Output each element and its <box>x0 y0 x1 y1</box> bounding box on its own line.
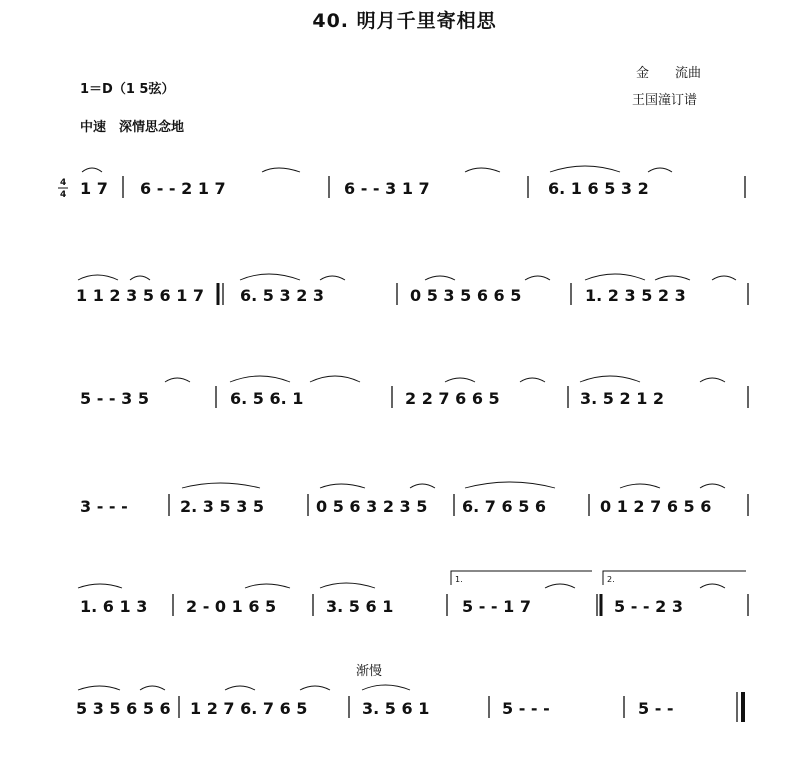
measure-6-5: 5 - - <box>638 699 674 718</box>
measure-6-3: 3. 5 6 1 <box>362 699 430 718</box>
tempo-marking: 中速 深情思念地 <box>80 120 185 135</box>
measure-2-1: 1 1 2 3 5 6 1 7 <box>76 286 205 305</box>
score-row-1 <box>80 179 649 198</box>
measure-1-2: 6 - - 2 1 7 <box>140 179 226 198</box>
measure-6-4: 5 - - - <box>502 699 550 718</box>
measure-3-4: 3. 5 2 1 2 <box>580 389 665 408</box>
measure-3-3: 2 2 7 6 6 5 <box>405 389 500 408</box>
measure-4-2: 2. 3 5 3 5 <box>180 497 265 516</box>
measure-2-2: 6. 5 3 2 3 <box>240 286 325 305</box>
measure-1-4: 6. 1 6 5 3 2 <box>548 179 649 198</box>
measure-2-4: 1. 2 3 5 2 3 <box>585 286 686 305</box>
time-signature-bottom: 4 <box>60 190 67 200</box>
score-row-5 <box>80 597 683 616</box>
measure-1-3: 6 - - 3 1 7 <box>344 179 430 198</box>
volta-brackets <box>451 571 746 585</box>
measure-4-4: 6. 7 6 5 6 <box>462 497 547 516</box>
composer-credit: 金 流曲 <box>636 66 702 81</box>
score-row-2 <box>76 286 686 305</box>
arranger-credit: 王国潼订谱 <box>632 93 698 108</box>
measure-6-2: 1 2 7 6. 7 6 5 <box>190 699 308 718</box>
measure-6-1: 5 3 5 6 5 6 <box>76 699 171 718</box>
score-row-6 <box>76 699 674 718</box>
measure-5-5: 5 - - 2 3 <box>614 597 683 616</box>
measure-4-5: 0 1 2 7 6 5 6 <box>600 497 712 516</box>
measure-5-2: 2 - 0 1 6 5 <box>186 597 277 616</box>
measure-2-3: 0 5 3 5 6 6 5 <box>410 286 522 305</box>
score-row-3 <box>80 389 664 408</box>
measure-5-1: 1. 6 1 3 <box>80 597 148 616</box>
measure-4-3: 0 5 6 3 2 3 5 <box>316 497 428 516</box>
measure-5-4: 5 - - 1 7 <box>462 597 531 616</box>
time-signature-top: 4 <box>60 178 67 188</box>
measure-5-3: 3. 5 6 1 <box>326 597 394 616</box>
ritardando-marking: 渐慢 <box>356 664 383 679</box>
measure-3-1: 5 - - 3 5 <box>80 389 149 408</box>
measure-3-2: 6. 5 6. 1 <box>230 389 304 408</box>
volta-1-label: 1. <box>455 575 463 584</box>
volta-2-label: 2. <box>607 575 615 584</box>
key-signature: 1＝D（1 5弦） <box>80 82 175 97</box>
score-row-4 <box>80 497 711 516</box>
piece-title: 40. 明月千里寄相思 <box>312 10 497 32</box>
measure-1-1: 1 7 <box>80 179 108 198</box>
measure-4-1: 3 - - - <box>80 497 128 516</box>
